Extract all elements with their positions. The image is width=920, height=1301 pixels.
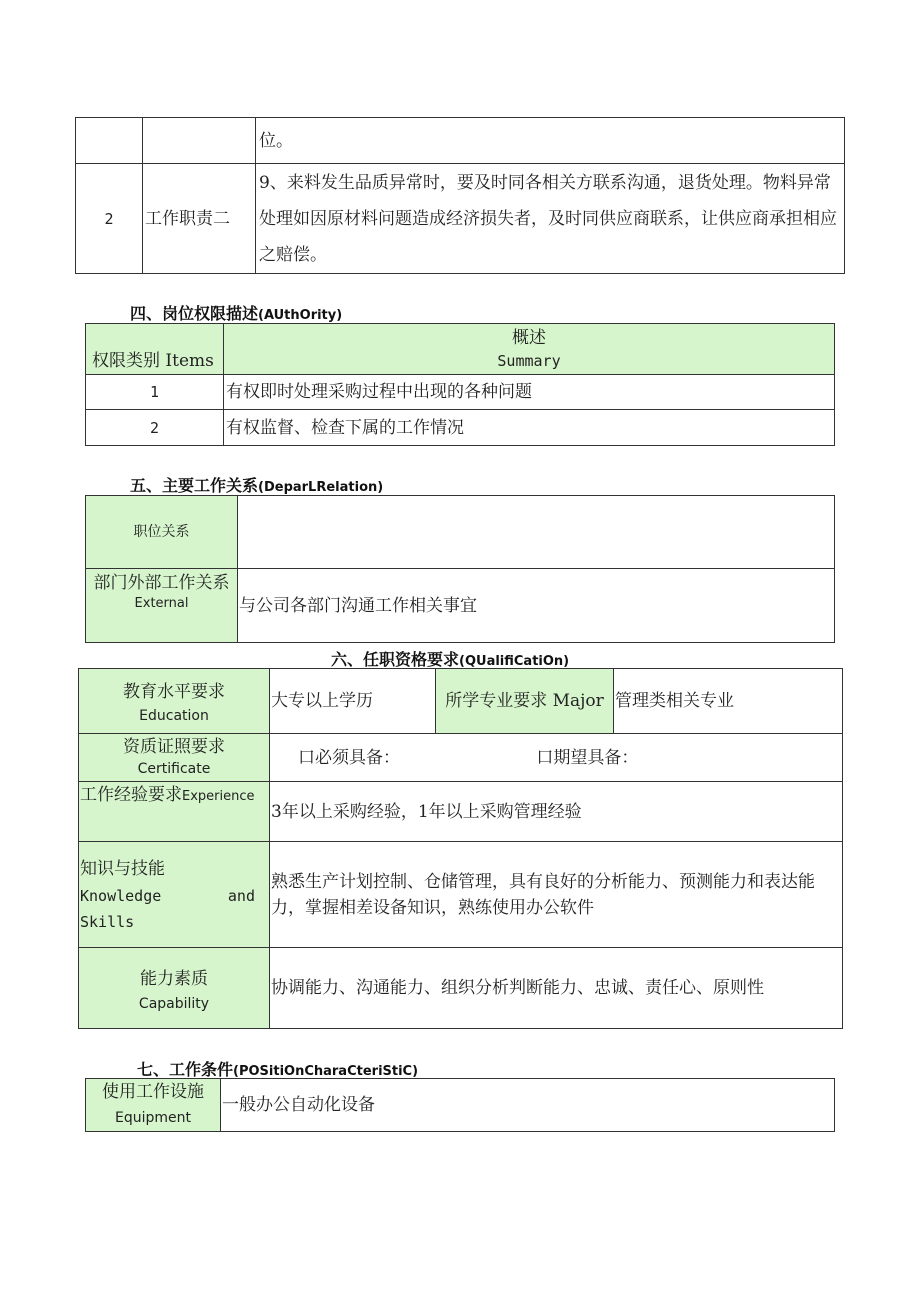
relations-row1-value <box>238 496 835 569</box>
relations-table <box>85 495 835 643</box>
relations-row2-value: 与公司各部门沟通工作相关事宜 <box>238 569 835 643</box>
equipment-value: 一般办公自动化设备 <box>221 1079 835 1132</box>
capability-value: 协调能力、沟通能力、组织分析判断能力、忠诚、责任心、原则性 <box>270 948 843 1029</box>
capability-label: 能力素质 Capability <box>79 948 270 1029</box>
authority-heading: 四、岗位权限描述(AUthOrity) <box>130 304 343 323</box>
major-value: 管理类相关专业 <box>614 669 843 734</box>
authority-col2-header: 概述 Summary <box>224 324 835 375</box>
education-label: 教育水平要求 Education <box>79 669 270 734</box>
knowledge-en-1: Knowledge <box>80 886 162 905</box>
conditions-heading: 七、工作条件(POSitiOnCharaCteriStiC) <box>137 1060 419 1079</box>
duty-row2-no: 2 <box>76 164 143 274</box>
knowledge-label: 知识与技能 Knowledge and Skills <box>79 842 270 948</box>
authority-row-text: 有权监督、检查下属的工作情况 <box>224 410 835 446</box>
authority-col1-header: 权限类别 Items <box>86 324 224 375</box>
major-label: 所学专业要求 Major <box>436 669 614 734</box>
duty-row2-text: 9、来料发生品质异常时，要及时同各相关方联系沟通，退货处理。物料异常处理如因原材料问题造成经济损失者，及时同供应商联系，让供应商承担相应之赔偿。 <box>256 164 845 274</box>
equipment-label: 使用工作设施 Equipment <box>86 1079 221 1132</box>
experience-label: 工作经验要求Experience <box>79 782 270 842</box>
knowledge-value: 熟悉生产计划控制、仓储管理，具有良好的分析能力、预测能力和表达能力，掌握相差设备知识，熟练使用办公软件 <box>270 842 843 948</box>
certificate-label: 资质证照要求 Certificate <box>79 734 270 782</box>
cert-required-checkbox: 口必须具备： <box>298 747 400 768</box>
relations-heading: 五、主要工作关系(DeparLRelation) <box>130 476 384 495</box>
experience-value: 3年以上采购经验，1年以上采购管理经验 <box>270 782 843 842</box>
duty-table <box>75 117 845 274</box>
conditions-table <box>85 1078 835 1132</box>
authority-table <box>85 323 835 446</box>
education-value: 大专以上学历 <box>270 669 436 734</box>
authority-row-no: 1 <box>86 375 224 410</box>
relations-row2-label: 部门外部工作关系 External <box>86 569 238 643</box>
knowledge-en-2: and <box>227 886 255 905</box>
qualification-table <box>78 668 843 1029</box>
qualification-heading: 六、任职资格要求(QUalifiCatiOn) <box>331 650 570 669</box>
relations-row1-label: 职位关系 <box>86 496 238 569</box>
cert-expected-checkbox: 口期望具备： <box>536 747 639 768</box>
authority-row-text: 有权即时处理采购过程中出现的各种问题 <box>224 375 835 410</box>
certificate-value <box>270 734 843 782</box>
duty-row1-text: 位。 <box>256 118 845 164</box>
duty-row2-title: 工作职责二 <box>143 164 256 274</box>
authority-row-no: 2 <box>86 410 224 446</box>
